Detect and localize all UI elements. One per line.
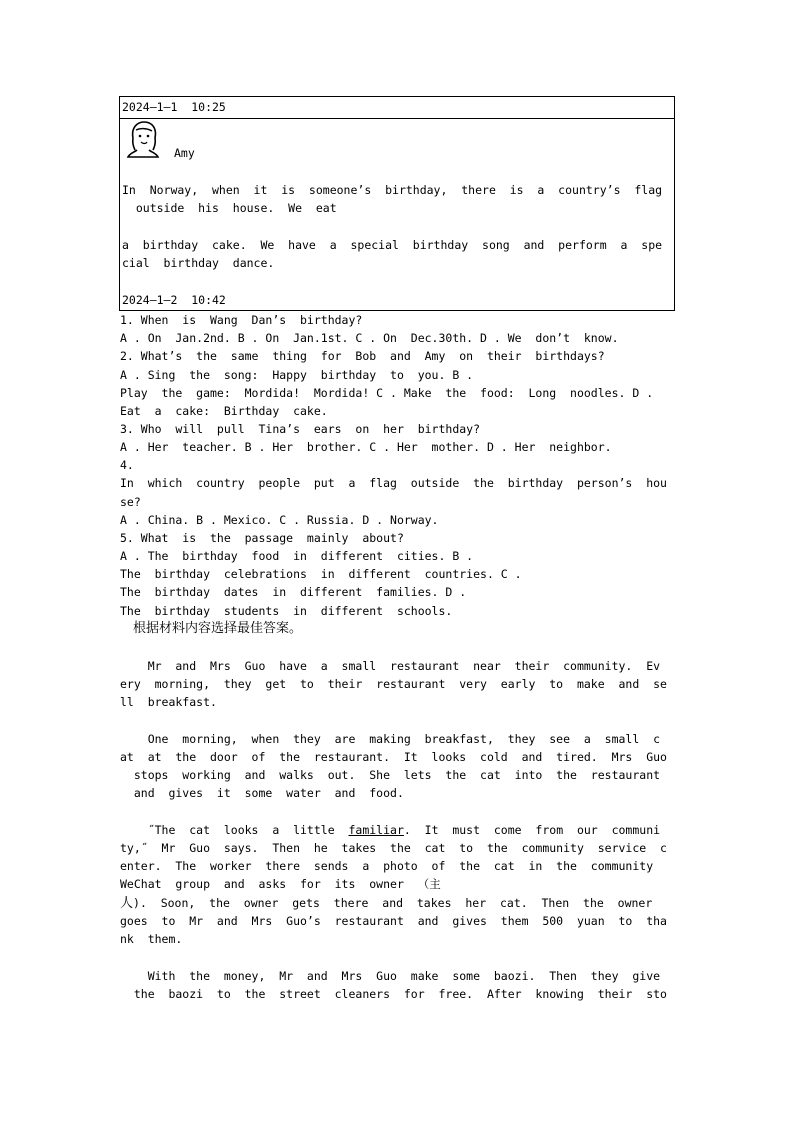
- question-line: The birthday students in different schools.: [120, 604, 453, 618]
- question-line: 2. What’s the same thing for Bob and Amy on their birthdays?: [120, 349, 605, 363]
- passage-line: ery morning, they get to their restaurant very early to make and se: [120, 677, 667, 691]
- passage-text: ). Soon, the owner gets there and takes her cat. Then the owner: [133, 896, 653, 910]
- passage-line: the baozi to the street cleaners for free. After knowing their sto: [120, 987, 667, 1001]
- passage-line: nk them.: [120, 932, 183, 946]
- question-line: Play the game: Mordida! Mordida! C . Make the food: Long noodles. D .: [120, 386, 654, 400]
- question-line: Eat a cake: Birthday cake.: [120, 404, 328, 418]
- question-line: 4.: [120, 458, 134, 472]
- chat-message-line: cial birthday dance.: [122, 256, 275, 270]
- passage-line: and gives it some water and food.: [120, 786, 404, 800]
- chat-message-line: a birthday cake. We have a special birthday song and perform a spe: [122, 238, 663, 252]
- question-line: A . China. B . Mexico. C . Russia. D . Norway.: [120, 513, 439, 527]
- question-line: A . The birthday food in different cities. B .: [120, 549, 474, 563]
- chat-username: Amy: [174, 146, 195, 160]
- passage-line: Mr and Mrs Guo have a small restaurant near their community. Ev: [120, 659, 661, 673]
- question-line: The birthday celebrations in different countries. C .: [120, 567, 522, 581]
- chat-message-line: outside his house. We eat: [122, 201, 337, 215]
- passage-line: One morning, when they are making breakfast, they see a small c: [120, 732, 661, 746]
- passage-text-cn: 人: [120, 896, 134, 911]
- passage-line: ty,˝ Mr Guo says. Then he takes the cat to the community service c: [120, 841, 667, 855]
- chat-message-line: In Norway, when it is someone’s birthday, there is a country’s flag: [122, 183, 663, 197]
- question-line: 1. When is Wang Dan’s birthday?: [120, 313, 363, 327]
- underlined-word: familiar: [348, 823, 404, 837]
- section-instruction: 根据材料内容选择最佳答案。: [133, 621, 303, 636]
- question-line: A . Sing the song: Happy birthday to you. B .: [120, 368, 474, 382]
- chat-header-divider: [120, 118, 674, 119]
- passage-line: WeChat group and asks for its owner （主: [120, 877, 441, 891]
- chat-timestamp-1: 2024—1—1 10:25: [122, 100, 226, 114]
- question-line: 3. Who will pull Tina’s ears on her birthday?: [120, 422, 481, 436]
- passage-text: ˝The cat looks a little: [120, 823, 349, 837]
- passage-line: stops working and walks out. She lets the cat into the restaurant: [120, 768, 661, 782]
- question-line: A . Her teacher. B . Her brother. C . Her mother. D . Her neighbor.: [120, 440, 612, 454]
- passage-line: goes to Mr and Mrs Guo’s restaurant and gives them 500 yuan to tha: [120, 914, 667, 928]
- question-line: 5. What is the passage mainly about?: [120, 531, 404, 545]
- passage-line: With the money, Mr and Mrs Guo make some baozi. Then they give: [120, 969, 661, 983]
- passage-line: at at the door of the restaurant. It looks cold and tired. Mrs Guo: [120, 750, 667, 764]
- passage-line: [120, 821, 676, 839]
- question-line: A . On Jan.2nd. B . On Jan.1st. C . On Dec.30th. D . We don’t know.: [120, 331, 619, 345]
- chat-timestamp-2: 2024—1—2 10:42: [122, 293, 226, 307]
- question-line: The birthday dates in different families. D .: [120, 585, 467, 599]
- question-line: se?: [120, 495, 141, 509]
- passage-line: ll breakfast.: [120, 695, 217, 709]
- question-line: In which country people put a flag outside the birthday person’s hou: [120, 476, 667, 490]
- passage-line: [120, 894, 676, 913]
- girl-avatar-icon: [125, 120, 161, 158]
- passage-line: enter. The worker there sends a photo of the cat in the community: [120, 859, 654, 873]
- passage-text: . It must come from our communi: [403, 823, 661, 837]
